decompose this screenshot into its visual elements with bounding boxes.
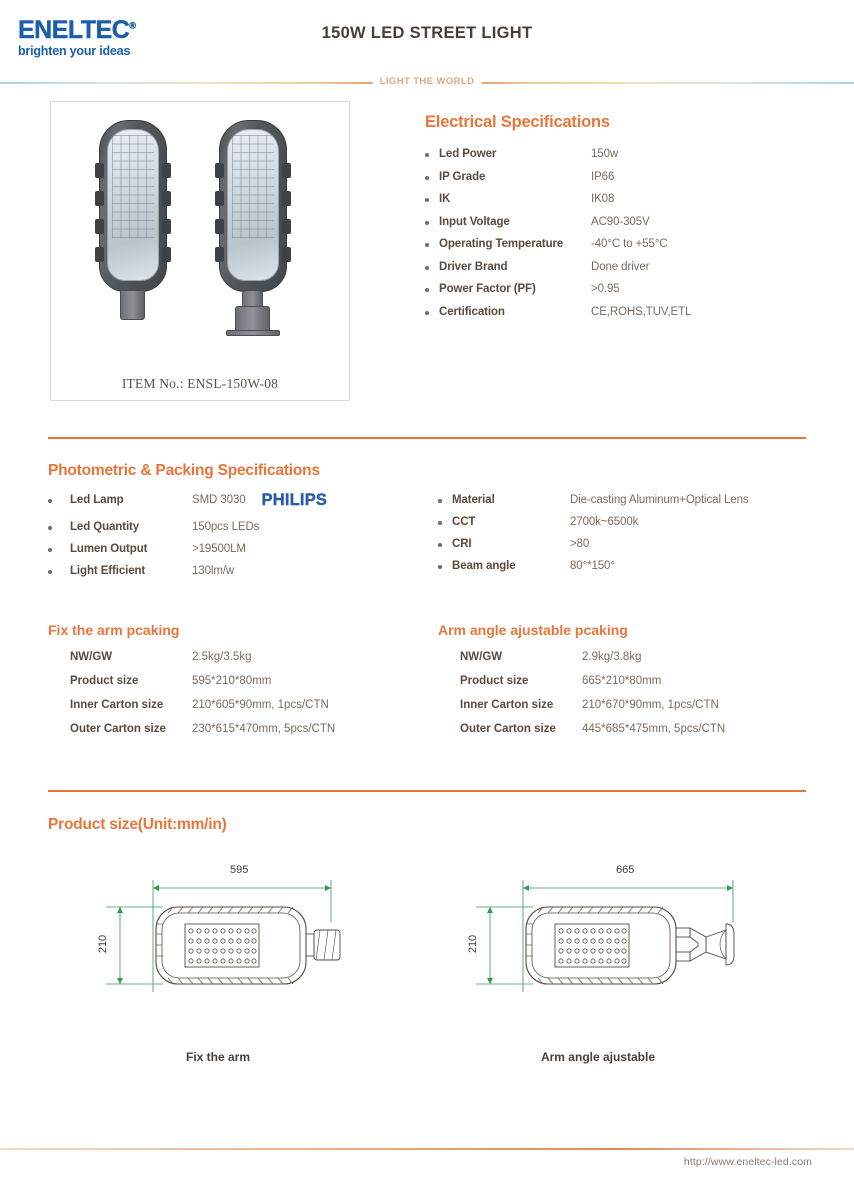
spec-row: [425, 306, 845, 318]
heat-fin: [95, 163, 104, 178]
spec-row: [438, 560, 838, 572]
height-dimension-label: 210: [467, 934, 480, 954]
drawing-fix-arm-svg: [88, 862, 428, 1037]
heat-fin: [282, 247, 291, 262]
spec-row: [438, 494, 838, 506]
spec-label: Beam angle: [452, 560, 516, 572]
spec-label: Certification: [439, 305, 505, 318]
luminaire-lens: [107, 129, 159, 281]
packing-row: [48, 723, 438, 735]
packing-adjustable-arm-column: [438, 622, 838, 747]
heat-fin: [215, 247, 224, 262]
spec-value: >0.95: [591, 283, 620, 295]
spec-value: 2700k~6500k: [570, 516, 639, 528]
spec-label: Led Lamp: [70, 494, 124, 506]
heat-fin: [215, 219, 224, 234]
photometric-left-list: [48, 491, 438, 577]
packing-row: [438, 723, 838, 735]
spec-value: SMD 3030: [192, 494, 246, 506]
light-the-world-tagline: LIGHT THE WORLD: [373, 76, 482, 87]
electrical-section-title: Electrical Specifications: [425, 113, 610, 131]
bullet-icon: [48, 570, 52, 574]
packing-label: Product size: [70, 675, 139, 687]
packing-value: 2.9kg/3.8kg: [582, 651, 642, 663]
spec-label: Led Quantity: [70, 520, 140, 533]
spec-value: IK08: [591, 193, 615, 205]
bullet-icon: [425, 266, 429, 270]
product-size-title: Product size(Unit:mm/in): [48, 816, 227, 833]
spec-label: Material: [452, 494, 495, 506]
spec-row: [425, 238, 845, 250]
luminaire-head: [99, 120, 167, 292]
base-plate: [226, 330, 280, 336]
spec-value: 150pcs LEDs: [192, 520, 260, 533]
spec-value: CE,ROHS,TUV,ETL: [591, 305, 692, 318]
product-photo-image: [51, 110, 349, 360]
spec-row: [48, 543, 438, 555]
heat-fin: [162, 163, 171, 178]
photometric-right-list: [438, 494, 838, 572]
spec-label: IP Grade: [439, 170, 486, 183]
spec-value: -40°C to +55°C: [591, 238, 668, 250]
packing-row: [438, 675, 838, 687]
heat-fin: [215, 191, 224, 206]
packing-value: 2.5kg/3.5kg: [192, 651, 252, 663]
heat-fin: [162, 191, 171, 206]
spec-label: CCT: [452, 516, 476, 528]
packing-row: [48, 675, 438, 687]
spec-row: [425, 216, 845, 228]
photometric-packing-section: [48, 462, 838, 587]
heat-fin: [282, 219, 291, 234]
spec-label: CRI: [452, 538, 472, 550]
bullet-icon: [438, 521, 442, 525]
footer-website-url: http://www.eneltec-led.com: [683, 1156, 812, 1168]
spec-row: [48, 491, 438, 511]
packing-label: Outer Carton size: [460, 723, 556, 735]
spec-label: Lumen Output: [70, 542, 148, 555]
philips-logo: PHILIPS: [261, 491, 328, 509]
led-array: [112, 135, 154, 239]
bullet-icon: [425, 176, 429, 180]
mounting-neck: [120, 290, 145, 320]
spec-row: [438, 516, 838, 528]
bullet-icon: [438, 543, 442, 547]
spec-value: Die-casting Aluminum+Optical Lens: [570, 494, 749, 506]
packing-label: Outer Carton size: [70, 723, 166, 735]
spec-label: Led Power: [439, 148, 497, 160]
packing-value: 665*210*80mm: [582, 675, 662, 687]
led-array: [232, 135, 274, 239]
packing-section: [48, 622, 838, 747]
width-dimension-label: 595: [230, 864, 249, 876]
product-photo-panel: [50, 101, 350, 401]
electrical-spec-list: [425, 148, 845, 318]
packing-value: 210*670*90mm, 1pcs/CTN: [582, 699, 719, 711]
spec-row: [425, 261, 845, 273]
packing-fix-arm-column: [48, 622, 438, 747]
packing-value: 595*210*80mm: [192, 675, 272, 687]
bullet-icon: [438, 499, 442, 503]
packing-value: 230*615*470mm, 5pcs/CTN: [192, 723, 336, 735]
packing-row: [438, 651, 838, 663]
bullet-icon: [438, 565, 442, 569]
bullet-icon: [48, 499, 52, 503]
spec-row: [425, 148, 845, 160]
bullet-icon: [48, 526, 52, 530]
spec-label: Power Factor (PF): [439, 283, 536, 295]
spec-value: IP66: [591, 170, 615, 183]
drawing-fix-arm: [88, 862, 483, 1062]
drawing-adjustable-arm-svg: [458, 862, 828, 1037]
spec-row: [425, 193, 845, 205]
spec-label: Light Efficient: [70, 564, 146, 577]
spec-value: AC90-305V: [591, 215, 650, 228]
heat-fin: [282, 191, 291, 206]
photometric-section-title: Photometric & Packing Specifications: [48, 462, 320, 479]
spec-row: [425, 171, 845, 183]
packing-label: Inner Carton size: [70, 699, 164, 711]
spec-value: >19500LM: [192, 542, 246, 555]
photometric-left-column: [48, 491, 438, 587]
logo-tagline: brighten your ideas: [18, 44, 131, 58]
luminaire-head: [219, 120, 287, 292]
logo-wordmark-text: ENELTEC: [18, 16, 130, 44]
bullet-icon: [425, 221, 429, 225]
packing-value: 445*685*475mm, 5pcs/CTN: [582, 723, 726, 735]
height-dimension-label: 210: [97, 934, 110, 954]
packing-label: NW/GW: [70, 651, 113, 663]
photometric-right-column: [438, 494, 838, 587]
section-divider: [48, 437, 806, 439]
spec-label: Operating Temperature: [439, 238, 564, 250]
packing-row: [48, 699, 438, 711]
heat-fin: [282, 163, 291, 178]
heat-fin: [162, 247, 171, 262]
spec-value: >80: [570, 538, 590, 550]
page-title: 150W LED STREET LIGHT: [321, 24, 533, 42]
heat-fin: [162, 219, 171, 234]
packing-value: 210*605*90mm, 1pcs/CTN: [192, 699, 329, 711]
packing-adjustable-arm-title: Arm angle ajustable pcaking: [438, 622, 628, 638]
bullet-icon: [425, 288, 429, 292]
pole-mount-base: [235, 306, 270, 332]
drawing-caption: Arm angle ajustable: [540, 1050, 656, 1064]
section-divider: [48, 790, 806, 792]
spec-value: 150w: [591, 148, 619, 160]
packing-row: [438, 699, 838, 711]
spec-row: [48, 521, 438, 533]
electrical-specifications-section: [425, 113, 845, 328]
bullet-icon: [425, 243, 429, 247]
bullet-icon: [425, 153, 429, 157]
product-size-section: [48, 816, 838, 834]
spec-label: Input Voltage: [439, 215, 510, 228]
page-header: [0, 0, 854, 62]
drawing-adjustable-arm: [458, 862, 853, 1062]
heat-fin: [215, 163, 224, 178]
packing-label: Product size: [460, 675, 529, 687]
spec-value: 130lm/w: [192, 564, 235, 577]
heat-fin: [95, 191, 104, 206]
bullet-icon: [48, 548, 52, 552]
header-gradient-divider: [0, 76, 854, 90]
item-number-caption: ITEM No.: ENSL-150W-08: [121, 376, 279, 391]
width-dimension-label: 665: [616, 864, 635, 876]
packing-label: Inner Carton size: [460, 699, 554, 711]
drawing-caption: Fix the arm: [185, 1050, 251, 1064]
heat-fin: [95, 219, 104, 234]
photometric-columns: [48, 491, 838, 587]
luminaire-lens: [227, 129, 279, 281]
heat-fin: [95, 247, 104, 262]
spec-row: [438, 538, 838, 550]
spec-row: [425, 283, 845, 295]
bullet-icon: [425, 311, 429, 315]
spec-value: Done driver: [591, 260, 650, 273]
packing-row: [48, 651, 438, 663]
spec-value: 80°*150°: [570, 560, 615, 572]
packing-label: NW/GW: [460, 651, 503, 663]
spec-row: [48, 565, 438, 577]
bullet-icon: [425, 198, 429, 202]
footer-divider: [0, 1148, 854, 1150]
registered-trademark-icon: ®: [129, 20, 136, 31]
spec-label: IK: [439, 193, 451, 205]
technical-drawings: [48, 862, 838, 1062]
packing-fix-arm-title: Fix the arm pcaking: [48, 622, 180, 638]
spec-label: Driver Brand: [439, 260, 508, 273]
